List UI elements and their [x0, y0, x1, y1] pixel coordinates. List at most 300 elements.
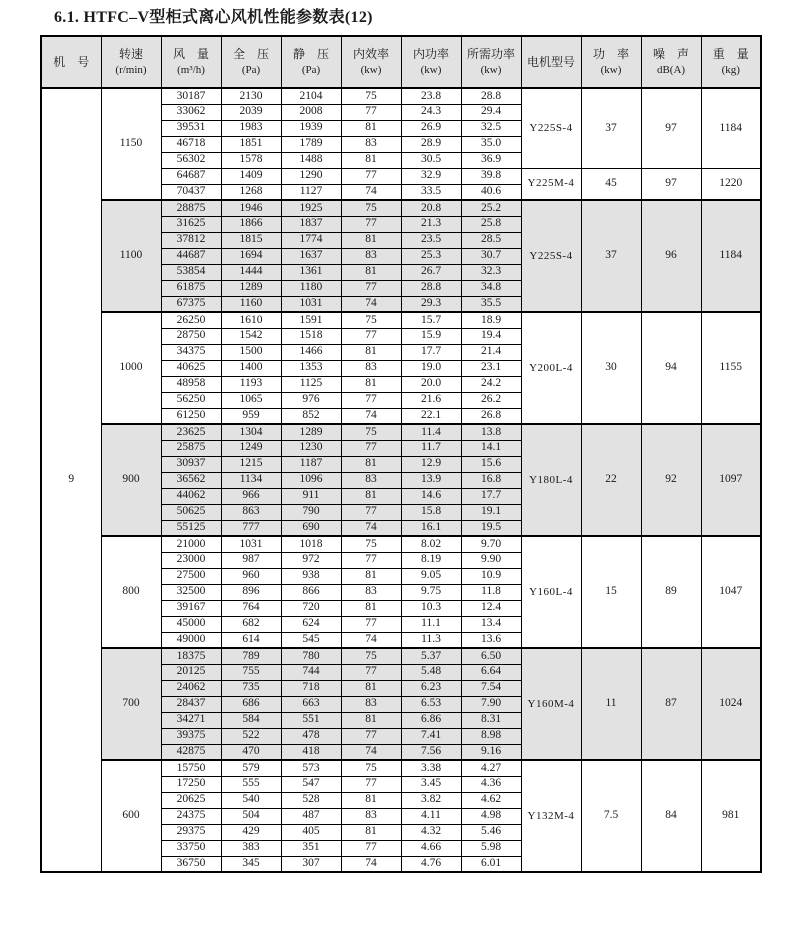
cell-internal-power: 21.6 [401, 392, 461, 408]
cell-weight: 1184 [701, 200, 761, 312]
cell-efficiency: 75 [341, 312, 401, 328]
cell-total-pressure: 383 [221, 840, 281, 856]
cell-required-power: 21.4 [461, 344, 521, 360]
cell-internal-power: 12.9 [401, 456, 461, 472]
cell-static-pressure: 976 [281, 392, 341, 408]
cell-efficiency: 81 [341, 792, 401, 808]
cell-total-pressure: 2039 [221, 104, 281, 120]
speed-cell: 1000 [101, 312, 161, 424]
cell-efficiency: 81 [341, 376, 401, 392]
cell-internal-power: 8.19 [401, 552, 461, 568]
cell-static-pressure: 1180 [281, 280, 341, 296]
table-row [41, 424, 761, 440]
cell-total-pressure: 1694 [221, 248, 281, 264]
cell-required-power: 17.7 [461, 488, 521, 504]
col-header-machine: 机 号 [41, 36, 101, 88]
cell-weight: 1184 [701, 88, 761, 168]
cell-static-pressure: 690 [281, 520, 341, 536]
cell-flow: 40625 [161, 360, 221, 376]
cell-efficiency: 81 [341, 264, 401, 280]
cell-weight: 1220 [701, 168, 761, 200]
cell-static-pressure: 1031 [281, 296, 341, 312]
cell-total-pressure: 2130 [221, 88, 281, 104]
cell-flow: 67375 [161, 296, 221, 312]
cell-required-power: 13.8 [461, 424, 521, 440]
cell-required-power: 28.5 [461, 232, 521, 248]
cell-flow: 21000 [161, 536, 221, 552]
cell-static-pressure: 1353 [281, 360, 341, 376]
cell-required-power: 19.4 [461, 328, 521, 344]
cell-noise-level: 97 [641, 168, 701, 200]
cell-internal-power: 32.9 [401, 168, 461, 184]
speed-cell: 800 [101, 536, 161, 648]
cell-flow: 28750 [161, 328, 221, 344]
cell-flow: 28875 [161, 200, 221, 216]
cell-total-pressure: 1289 [221, 280, 281, 296]
cell-static-pressure: 663 [281, 696, 341, 712]
cell-efficiency: 75 [341, 200, 401, 216]
cell-internal-power: 6.86 [401, 712, 461, 728]
cell-noise-level: 84 [641, 760, 701, 872]
cell-total-pressure: 1215 [221, 456, 281, 472]
cell-static-pressure: 1127 [281, 184, 341, 200]
cell-total-pressure: 863 [221, 504, 281, 520]
col-header-weight: 重 量 (kg) [701, 36, 761, 88]
cell-total-pressure: 1400 [221, 360, 281, 376]
cell-efficiency: 77 [341, 216, 401, 232]
cell-internal-power: 15.8 [401, 504, 461, 520]
cell-efficiency: 75 [341, 536, 401, 552]
cell-total-pressure: 1946 [221, 200, 281, 216]
cell-total-pressure: 960 [221, 568, 281, 584]
cell-required-power: 8.31 [461, 712, 521, 728]
cell-flow: 45000 [161, 616, 221, 632]
cell-flow: 37812 [161, 232, 221, 248]
cell-flow: 32500 [161, 584, 221, 600]
cell-efficiency: 77 [341, 328, 401, 344]
cell-required-power: 5.98 [461, 840, 521, 856]
cell-required-power: 26.2 [461, 392, 521, 408]
cell-total-pressure: 1409 [221, 168, 281, 184]
cell-static-pressure: 1187 [281, 456, 341, 472]
cell-required-power: 18.9 [461, 312, 521, 328]
cell-flow: 20625 [161, 792, 221, 808]
cell-efficiency: 81 [341, 568, 401, 584]
cell-efficiency: 74 [341, 296, 401, 312]
cell-total-pressure: 429 [221, 824, 281, 840]
cell-flow: 49000 [161, 632, 221, 648]
cell-flow: 25875 [161, 440, 221, 456]
cell-efficiency: 83 [341, 360, 401, 376]
cell-flow: 61875 [161, 280, 221, 296]
cell-static-pressure: 780 [281, 648, 341, 664]
cell-flow: 29375 [161, 824, 221, 840]
cell-total-pressure: 470 [221, 744, 281, 760]
cell-motor-power: 37 [581, 88, 641, 168]
cell-required-power: 40.6 [461, 184, 521, 200]
cell-internal-power: 7.56 [401, 744, 461, 760]
cell-efficiency: 75 [341, 424, 401, 440]
cell-efficiency: 77 [341, 776, 401, 792]
cell-total-pressure: 1578 [221, 152, 281, 168]
cell-flow: 39375 [161, 728, 221, 744]
cell-total-pressure: 345 [221, 856, 281, 872]
col-header-noise: 噪 声 dB(A) [641, 36, 701, 88]
cell-static-pressure: 551 [281, 712, 341, 728]
cell-required-power: 6.01 [461, 856, 521, 872]
cell-required-power: 34.8 [461, 280, 521, 296]
cell-efficiency: 81 [341, 680, 401, 696]
cell-noise-level: 92 [641, 424, 701, 536]
cell-flow: 48958 [161, 376, 221, 392]
cell-motor-power: 30 [581, 312, 641, 424]
cell-static-pressure: 744 [281, 664, 341, 680]
cell-flow: 34271 [161, 712, 221, 728]
cell-internal-power: 20.8 [401, 200, 461, 216]
cell-static-pressure: 545 [281, 632, 341, 648]
cell-internal-power: 3.38 [401, 760, 461, 776]
cell-required-power: 9.70 [461, 536, 521, 552]
cell-weight: 1097 [701, 424, 761, 536]
cell-required-power: 16.8 [461, 472, 521, 488]
cell-total-pressure: 1851 [221, 136, 281, 152]
cell-flow: 64687 [161, 168, 221, 184]
cell-required-power: 25.2 [461, 200, 521, 216]
cell-static-pressure: 1096 [281, 472, 341, 488]
cell-efficiency: 83 [341, 136, 401, 152]
cell-internal-power: 25.3 [401, 248, 461, 264]
cell-required-power: 13.6 [461, 632, 521, 648]
cell-flow: 56250 [161, 392, 221, 408]
cell-motor-model: Y160L-4 [521, 536, 581, 648]
cell-total-pressure: 896 [221, 584, 281, 600]
cell-efficiency: 77 [341, 280, 401, 296]
cell-flow: 24062 [161, 680, 221, 696]
cell-efficiency: 77 [341, 664, 401, 680]
cell-total-pressure: 755 [221, 664, 281, 680]
cell-efficiency: 77 [341, 104, 401, 120]
table-body [41, 88, 761, 872]
cell-internal-power: 4.32 [401, 824, 461, 840]
cell-required-power: 39.8 [461, 168, 521, 184]
cell-required-power: 28.8 [461, 88, 521, 104]
cell-efficiency: 83 [341, 248, 401, 264]
cell-efficiency: 81 [341, 712, 401, 728]
cell-static-pressure: 1774 [281, 232, 341, 248]
cell-motor-power: 45 [581, 168, 641, 200]
cell-required-power: 4.36 [461, 776, 521, 792]
cell-efficiency: 83 [341, 472, 401, 488]
cell-motor-power: 22 [581, 424, 641, 536]
cell-efficiency: 74 [341, 632, 401, 648]
cell-total-pressure: 789 [221, 648, 281, 664]
cell-internal-power: 9.05 [401, 568, 461, 584]
cell-internal-power: 23.8 [401, 88, 461, 104]
cell-weight: 1024 [701, 648, 761, 760]
cell-weight: 1155 [701, 312, 761, 424]
col-header-flow: 风 量 (m³/h) [161, 36, 221, 88]
cell-total-pressure: 1268 [221, 184, 281, 200]
cell-total-pressure: 1866 [221, 216, 281, 232]
cell-static-pressure: 1925 [281, 200, 341, 216]
col-header-speed: 转速 (r/min) [101, 36, 161, 88]
cell-noise-level: 97 [641, 88, 701, 168]
cell-efficiency: 77 [341, 616, 401, 632]
cell-motor-model: Y225S-4 [521, 200, 581, 312]
cell-static-pressure: 1125 [281, 376, 341, 392]
cell-static-pressure: 351 [281, 840, 341, 856]
cell-static-pressure: 1637 [281, 248, 341, 264]
cell-total-pressure: 1444 [221, 264, 281, 280]
cell-internal-power: 17.7 [401, 344, 461, 360]
cell-required-power: 12.4 [461, 600, 521, 616]
col-header-internal-power: 内功率 (kw) [401, 36, 461, 88]
cell-required-power: 7.54 [461, 680, 521, 696]
cell-internal-power: 16.1 [401, 520, 461, 536]
cell-internal-power: 33.5 [401, 184, 461, 200]
cell-static-pressure: 1290 [281, 168, 341, 184]
cell-efficiency: 77 [341, 168, 401, 184]
cell-static-pressure: 487 [281, 808, 341, 824]
cell-motor-model: Y132M-4 [521, 760, 581, 872]
cell-flow: 30937 [161, 456, 221, 472]
cell-total-pressure: 1065 [221, 392, 281, 408]
speed-cell: 900 [101, 424, 161, 536]
cell-total-pressure: 966 [221, 488, 281, 504]
cell-internal-power: 3.45 [401, 776, 461, 792]
cell-total-pressure: 1160 [221, 296, 281, 312]
cell-efficiency: 77 [341, 728, 401, 744]
cell-flow: 33750 [161, 840, 221, 856]
cell-flow: 17250 [161, 776, 221, 792]
cell-required-power: 9.16 [461, 744, 521, 760]
cell-internal-power: 4.66 [401, 840, 461, 856]
cell-flow: 27500 [161, 568, 221, 584]
cell-internal-power: 11.3 [401, 632, 461, 648]
cell-static-pressure: 866 [281, 584, 341, 600]
cell-flow: 30187 [161, 88, 221, 104]
cell-flow: 56302 [161, 152, 221, 168]
col-header-motor-model: 电机型号 [521, 36, 581, 88]
cell-efficiency: 77 [341, 840, 401, 856]
cell-efficiency: 74 [341, 520, 401, 536]
cell-total-pressure: 1815 [221, 232, 281, 248]
cell-required-power: 19.1 [461, 504, 521, 520]
table-row [41, 760, 761, 776]
cell-efficiency: 83 [341, 808, 401, 824]
cell-total-pressure: 1249 [221, 440, 281, 456]
cell-internal-power: 5.48 [401, 664, 461, 680]
cell-total-pressure: 1134 [221, 472, 281, 488]
cell-noise-level: 87 [641, 648, 701, 760]
cell-internal-power: 28.9 [401, 136, 461, 152]
cell-efficiency: 77 [341, 504, 401, 520]
speed-cell: 1150 [101, 88, 161, 200]
page-title: 6.1. HTFC–V型柜式离心风机性能参数表(12) [54, 9, 373, 26]
cell-motor-power: 7.5 [581, 760, 641, 872]
cell-flow: 36562 [161, 472, 221, 488]
cell-internal-power: 8.02 [401, 536, 461, 552]
cell-static-pressure: 405 [281, 824, 341, 840]
cell-internal-power: 10.3 [401, 600, 461, 616]
cell-static-pressure: 1361 [281, 264, 341, 280]
cell-static-pressure: 2008 [281, 104, 341, 120]
cell-static-pressure: 720 [281, 600, 341, 616]
machine-number-cell: 9 [41, 88, 101, 872]
cell-static-pressure: 1466 [281, 344, 341, 360]
cell-flow: 70437 [161, 184, 221, 200]
col-header-required-power: 所需功率 (kw) [461, 36, 521, 88]
cell-total-pressure: 1500 [221, 344, 281, 360]
cell-efficiency: 81 [341, 600, 401, 616]
cell-efficiency: 77 [341, 440, 401, 456]
cell-motor-model: Y180L-4 [521, 424, 581, 536]
cell-total-pressure: 579 [221, 760, 281, 776]
table-row [41, 648, 761, 664]
cell-motor-model: Y225M-4 [521, 168, 581, 200]
speed-cell: 1100 [101, 200, 161, 312]
cell-required-power: 6.50 [461, 648, 521, 664]
cell-noise-level: 96 [641, 200, 701, 312]
cell-required-power: 23.1 [461, 360, 521, 376]
cell-efficiency: 75 [341, 760, 401, 776]
cell-static-pressure: 307 [281, 856, 341, 872]
cell-required-power: 29.4 [461, 104, 521, 120]
cell-internal-power: 9.75 [401, 584, 461, 600]
table-row [41, 88, 761, 104]
cell-required-power: 9.90 [461, 552, 521, 568]
cell-required-power: 30.7 [461, 248, 521, 264]
cell-motor-model: Y200L-4 [521, 312, 581, 424]
cell-total-pressure: 764 [221, 600, 281, 616]
cell-internal-power: 15.7 [401, 312, 461, 328]
cell-internal-power: 13.9 [401, 472, 461, 488]
cell-required-power: 36.9 [461, 152, 521, 168]
cell-flow: 39167 [161, 600, 221, 616]
cell-total-pressure: 1983 [221, 120, 281, 136]
cell-efficiency: 74 [341, 408, 401, 424]
col-header-efficiency: 内效率 (kw) [341, 36, 401, 88]
cell-static-pressure: 911 [281, 488, 341, 504]
cell-static-pressure: 1018 [281, 536, 341, 552]
cell-static-pressure: 1518 [281, 328, 341, 344]
cell-internal-power: 4.76 [401, 856, 461, 872]
cell-static-pressure: 1488 [281, 152, 341, 168]
cell-weight: 981 [701, 760, 761, 872]
cell-flow: 42875 [161, 744, 221, 760]
cell-efficiency: 83 [341, 696, 401, 712]
cell-motor-power: 15 [581, 536, 641, 648]
cell-flow: 26250 [161, 312, 221, 328]
cell-required-power: 19.5 [461, 520, 521, 536]
cell-internal-power: 11.4 [401, 424, 461, 440]
cell-internal-power: 6.53 [401, 696, 461, 712]
cell-total-pressure: 504 [221, 808, 281, 824]
cell-total-pressure: 959 [221, 408, 281, 424]
cell-efficiency: 81 [341, 232, 401, 248]
cell-flow: 44062 [161, 488, 221, 504]
cell-efficiency: 81 [341, 120, 401, 136]
cell-total-pressure: 686 [221, 696, 281, 712]
cell-internal-power: 19.0 [401, 360, 461, 376]
cell-static-pressure: 573 [281, 760, 341, 776]
cell-noise-level: 94 [641, 312, 701, 424]
cell-internal-power: 4.11 [401, 808, 461, 824]
cell-flow: 24375 [161, 808, 221, 824]
cell-static-pressure: 624 [281, 616, 341, 632]
cell-static-pressure: 478 [281, 728, 341, 744]
cell-flow: 33062 [161, 104, 221, 120]
cell-required-power: 4.62 [461, 792, 521, 808]
speed-cell: 600 [101, 760, 161, 872]
table-row [41, 536, 761, 552]
cell-flow: 44687 [161, 248, 221, 264]
cell-static-pressure: 1837 [281, 216, 341, 232]
cell-internal-power: 6.23 [401, 680, 461, 696]
cell-internal-power: 26.7 [401, 264, 461, 280]
cell-flow: 39531 [161, 120, 221, 136]
cell-static-pressure: 528 [281, 792, 341, 808]
cell-efficiency: 81 [341, 824, 401, 840]
cell-static-pressure: 418 [281, 744, 341, 760]
cell-flow: 61250 [161, 408, 221, 424]
cell-total-pressure: 682 [221, 616, 281, 632]
cell-required-power: 32.5 [461, 120, 521, 136]
cell-required-power: 26.8 [461, 408, 521, 424]
cell-total-pressure: 1304 [221, 424, 281, 440]
cell-efficiency: 81 [341, 488, 401, 504]
cell-static-pressure: 547 [281, 776, 341, 792]
cell-total-pressure: 522 [221, 728, 281, 744]
cell-flow: 20125 [161, 664, 221, 680]
cell-total-pressure: 584 [221, 712, 281, 728]
cell-efficiency: 75 [341, 88, 401, 104]
cell-internal-power: 3.82 [401, 792, 461, 808]
cell-flow: 31625 [161, 216, 221, 232]
cell-total-pressure: 1031 [221, 536, 281, 552]
cell-flow: 50625 [161, 504, 221, 520]
cell-static-pressure: 790 [281, 504, 341, 520]
cell-required-power: 8.98 [461, 728, 521, 744]
cell-internal-power: 7.41 [401, 728, 461, 744]
cell-flow: 34375 [161, 344, 221, 360]
cell-total-pressure: 987 [221, 552, 281, 568]
cell-flow: 55125 [161, 520, 221, 536]
cell-total-pressure: 735 [221, 680, 281, 696]
cell-motor-model: Y225S-4 [521, 88, 581, 168]
cell-required-power: 24.2 [461, 376, 521, 392]
cell-required-power: 14.1 [461, 440, 521, 456]
cell-internal-power: 5.37 [401, 648, 461, 664]
cell-static-pressure: 1939 [281, 120, 341, 136]
cell-required-power: 15.6 [461, 456, 521, 472]
cell-internal-power: 30.5 [401, 152, 461, 168]
cell-total-pressure: 777 [221, 520, 281, 536]
cell-total-pressure: 1610 [221, 312, 281, 328]
cell-flow: 36750 [161, 856, 221, 872]
cell-static-pressure: 2104 [281, 88, 341, 104]
cell-static-pressure: 852 [281, 408, 341, 424]
cell-internal-power: 11.7 [401, 440, 461, 456]
cell-motor-model: Y160M-4 [521, 648, 581, 760]
cell-flow: 23625 [161, 424, 221, 440]
cell-required-power: 35.5 [461, 296, 521, 312]
cell-internal-power: 21.3 [401, 216, 461, 232]
cell-static-pressure: 938 [281, 568, 341, 584]
cell-efficiency: 74 [341, 856, 401, 872]
cell-required-power: 11.8 [461, 584, 521, 600]
cell-efficiency: 81 [341, 152, 401, 168]
